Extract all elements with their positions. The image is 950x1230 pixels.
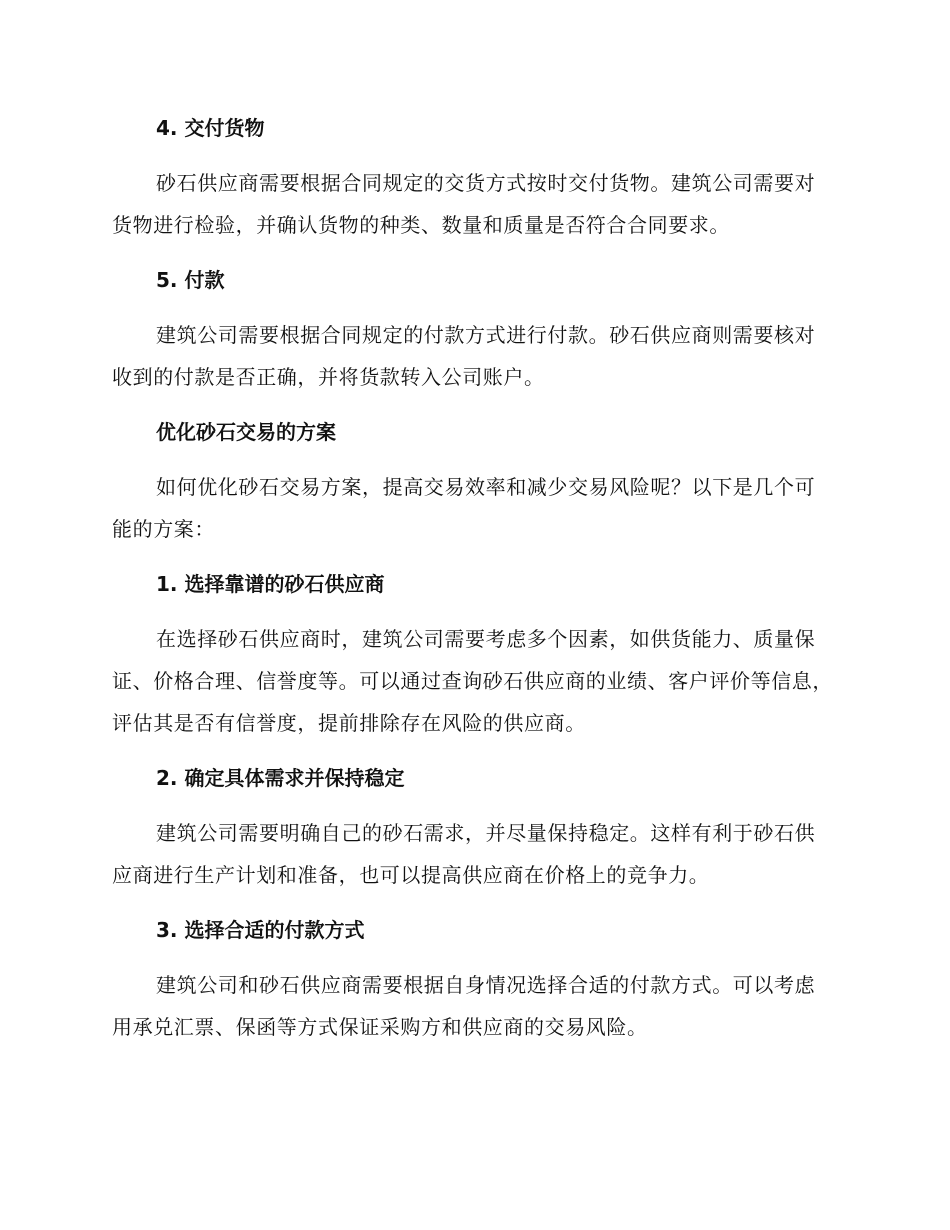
paragraph-stable-demand: 建筑公司需要明确自己的砂石需求，并尽量保持稳定。这样有利于砂石供应商进行生产计划和准备，也可以提高供应商在价格上的竞争力。 xyxy=(112,821,816,887)
paragraph-deliver-goods: 砂石供应商需要根据合同规定的交货方式按时交付货物。建筑公司需要对货物进行检验，并确认货物的种类、数量和质量是否符合合同要求。 xyxy=(112,171,816,237)
section-heading-choose-supplier: 1. 选择靠谱的砂石供应商 xyxy=(156,572,385,596)
section-heading-deliver-goods: 4. 交付货物 xyxy=(156,116,265,140)
section-heading-optimize-trade: 优化砂石交易的方案 xyxy=(156,420,336,444)
paragraph-optimize-intro: 如何优化砂石交易方案，提高交易效率和减少交易风险呢？以下是几个可能的方案： xyxy=(112,475,816,541)
document-body xyxy=(112,108,834,1062)
section-heading-payment-method: 3. 选择合适的付款方式 xyxy=(156,918,365,942)
paragraph-payment-method: 建筑公司和砂石供应商需要根据自身情况选择合适的付款方式。可以考虑用承兑汇票、保函等方式保证采购方和供应商的交易风险。 xyxy=(112,973,816,1039)
paragraph-choose-supplier: 在选择砂石供应商时，建筑公司需要考虑多个因素，如供货能力、质量保证、价格合理、信誉度等。可以通过查询砂石供应商的业绩、客户评价等信息，评估其是否有信誉度，提前排除存在风险的供应商。 xyxy=(112,627,833,735)
section-heading-payment: 5. 付款 xyxy=(156,268,225,292)
paragraph-payment: 建筑公司需要根据合同规定的付款方式进行付款。砂石供应商则需要核对收到的付款是否正确，并将货款转入公司账户。 xyxy=(112,323,816,389)
section-heading-stable-demand: 2. 确定具体需求并保持稳定 xyxy=(156,766,405,790)
